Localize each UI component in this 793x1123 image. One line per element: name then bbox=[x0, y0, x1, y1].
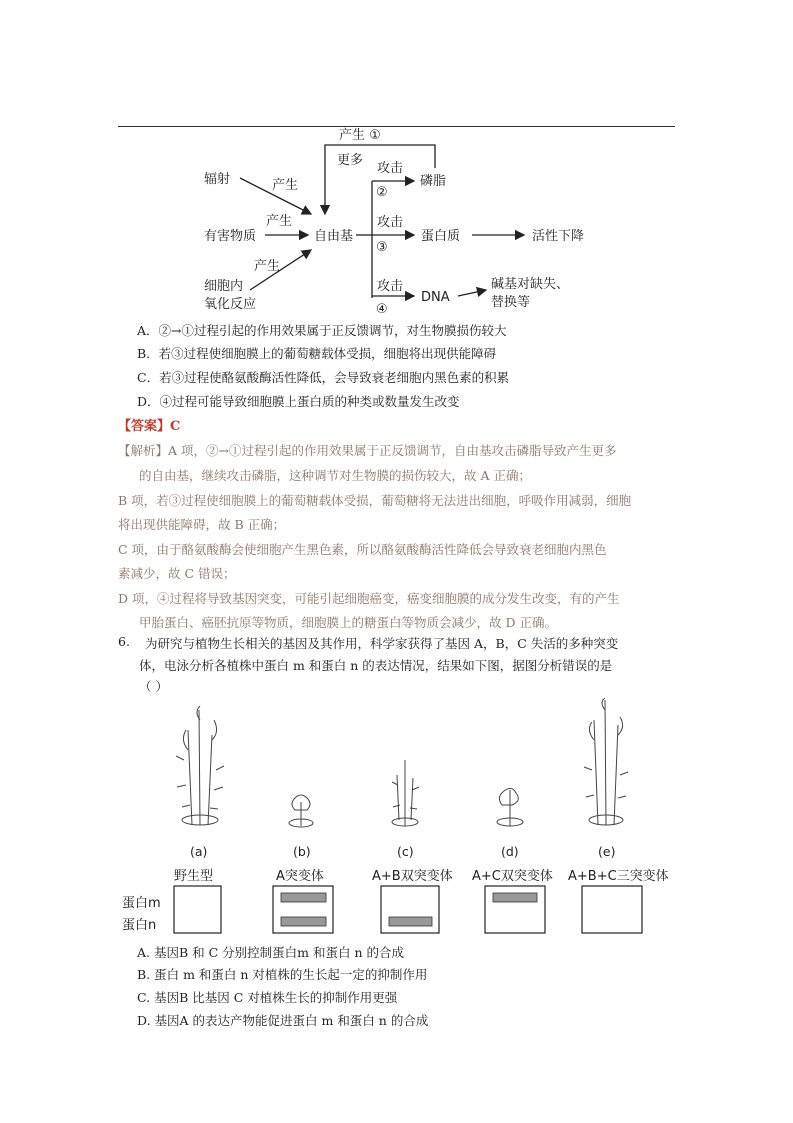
plant-c-name: A+B双突变体 bbox=[372, 869, 453, 884]
produce-label-3: 产生 bbox=[254, 259, 281, 274]
gel-a bbox=[174, 886, 221, 933]
dna-label: DNA bbox=[421, 290, 450, 305]
q5-analysis-line-5: C 项，由于酪氨酸酶会使细胞产生黑色素，所以酪氨酸酶活性降低会导致衰老细胞内黑色 bbox=[118, 542, 607, 557]
produce-label-1: 产生 bbox=[272, 178, 299, 193]
plant-b-name: A突变体 bbox=[276, 869, 324, 884]
plant-a-name: 野生型 bbox=[174, 869, 214, 884]
phospholipid-label: 磷脂 bbox=[420, 174, 447, 189]
plant-e-illustration bbox=[584, 698, 628, 825]
plant-figures bbox=[0, 690, 793, 840]
plant-b-illustration bbox=[289, 795, 313, 827]
free-radical-label: 自由基 bbox=[314, 229, 354, 244]
q5-analysis-line-1 bbox=[118, 441, 617, 459]
q5-option-a: A．②→①过程引起的作用效果属于正反馈调节，对生物膜损伤较大 bbox=[137, 323, 507, 338]
answer-tag: 【答案】 bbox=[118, 419, 171, 434]
plant-a-illustration bbox=[176, 706, 224, 825]
protein-m-label: 蛋白m bbox=[122, 896, 161, 911]
attack-label-3: 攻击 bbox=[377, 215, 404, 230]
harmful-label: 有害物质 bbox=[204, 229, 257, 244]
q5-analysis-line-4: 将出现供能障碍，故 B 正确； bbox=[118, 517, 286, 532]
q6-number: 6. bbox=[118, 634, 130, 649]
q6-option-a: A. 基因B 和 C 分别控制蛋白m 和蛋白 n 的合成 bbox=[137, 945, 404, 960]
base-pair-label-2: 替换等 bbox=[491, 295, 531, 310]
plant-a-letter: (a) bbox=[190, 844, 208, 859]
plant-d-name: A+C双突变体 bbox=[472, 869, 553, 884]
more-label: 更多 bbox=[337, 153, 364, 168]
q6-option-c: C. 基因B 比基因 C 对植株生长的抑制作用更强 bbox=[137, 990, 398, 1005]
attack-label-4: 攻击 bbox=[377, 279, 404, 294]
produce-more-label: 产生 ① bbox=[339, 128, 381, 143]
arrow-base-pair bbox=[458, 290, 486, 296]
num-4: ④ bbox=[376, 302, 388, 317]
activity-down-label: 活性下降 bbox=[532, 229, 585, 244]
answer-value: C bbox=[170, 419, 181, 434]
q5-analysis-line-6: 素减少，故 C 错误； bbox=[118, 566, 236, 581]
q6-stem-line-2: 体，电泳分析各植株中蛋白 m 和蛋白 n 的表达情况，结果如下图，据图分析错误的是 bbox=[139, 658, 613, 673]
analysis-tag: 【解析】 bbox=[118, 443, 169, 458]
band-c-n bbox=[389, 917, 432, 926]
produce-label-2: 产生 bbox=[266, 214, 293, 229]
q5-answer bbox=[118, 415, 180, 434]
attack-label-2: 攻击 bbox=[377, 161, 404, 176]
q5-analysis-line-8: 甲胎蛋白、癌胚抗原等物质，细胞膜上的糖蛋白等物质会减少，故 D 正确。 bbox=[139, 615, 557, 630]
plant-d-illustration bbox=[497, 788, 523, 826]
base-pair-label-1: 碱基对缺失、 bbox=[491, 277, 570, 292]
electrophoresis-gels bbox=[0, 880, 793, 940]
plant-c-illustration bbox=[392, 760, 419, 826]
q6-stem-line-1: 为研究与植物生长相关的基因及其作用，科学家获得了基因 A，B，C 失活的多种突变 bbox=[145, 636, 619, 651]
q5-option-d: D．④过程可能导致细胞膜上蛋白质的种类或数量发生改变 bbox=[137, 394, 460, 409]
q5-analysis-line-7: D 项，④过程将导致基因突变，可能引起细胞癌变，癌变细胞膜的成分发生改变，有的产生 bbox=[118, 591, 620, 606]
q5-analysis-line-2: 的自由基，继续攻击磷脂，这种调节对生物膜的损伤较大，故 A 正确； bbox=[139, 468, 531, 483]
cell-inner-label: 细胞内 bbox=[204, 279, 244, 294]
q6-stem-line-3: （ ） bbox=[139, 679, 168, 694]
gel-e bbox=[582, 886, 642, 933]
plant-e-letter: (e) bbox=[598, 844, 616, 859]
num-2: ② bbox=[376, 185, 388, 200]
q5-option-c: C．若③过程使酪氨酸酶活性降低，会导致衰老细胞内黑色素的积累 bbox=[137, 370, 510, 385]
plant-d-letter: (d) bbox=[501, 844, 519, 859]
num-3: ③ bbox=[376, 240, 388, 255]
band-d-m bbox=[493, 893, 537, 902]
plant-c-letter: (c) bbox=[397, 844, 414, 859]
plant-e-name: A+B+C三突变体 bbox=[568, 869, 669, 884]
oxidation-label: 氧化反应 bbox=[204, 297, 257, 312]
plant-b-letter: (b) bbox=[293, 844, 311, 859]
radiation-label: 辐射 bbox=[204, 172, 231, 187]
analysis-text-1: A 项，②→①过程引起的作用效果属于正反馈调节，自由基攻击磷脂导致产生更多 bbox=[168, 443, 617, 458]
free-radical-diagram bbox=[0, 0, 793, 330]
q5-option-b: B．若③过程使细胞膜上的葡萄糖载体受损，细胞将出现供能障碍 bbox=[137, 346, 497, 361]
band-b-m bbox=[281, 893, 326, 902]
protein-n-label: 蛋白n bbox=[122, 918, 157, 933]
protein-label: 蛋白质 bbox=[421, 229, 461, 244]
q6-option-d: D. 基因A 的表达产物能促进蛋白 m 和蛋白 n 的合成 bbox=[137, 1013, 429, 1028]
band-b-n bbox=[281, 917, 326, 926]
q6-option-b: B. 蛋白 m 和蛋白 n 对植株的生长起一定的抑制作用 bbox=[137, 967, 428, 982]
q5-analysis-line-3: B 项，若③过程使细胞膜上的葡萄糖载体受损，葡萄糖将无法进出细胞，呼吸作用减弱，细胞 bbox=[118, 493, 632, 508]
